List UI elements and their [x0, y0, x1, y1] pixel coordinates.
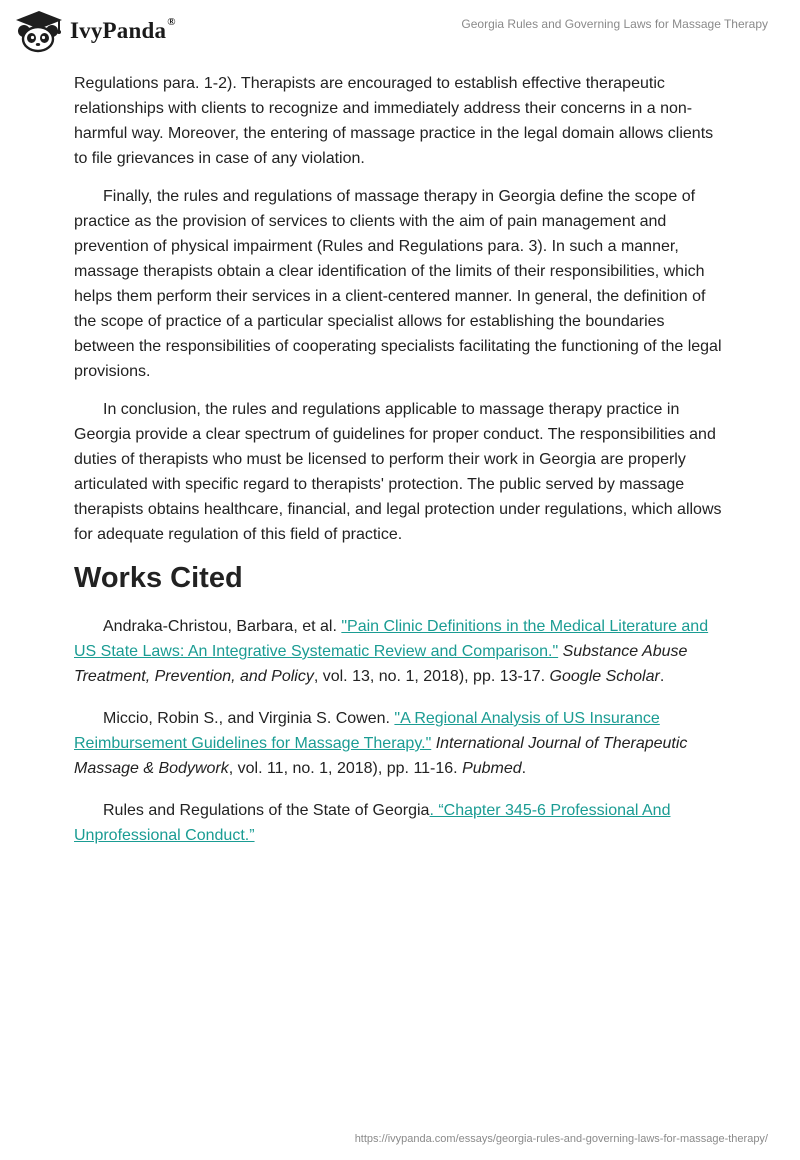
paragraph-2: Finally, the rules and regulations of massage therapy in Georgia define the scope of practice as the provision of services to clients with the aim of pain management and prevention of physical impairment (Rules and Regulations para. 3). In such a manner, massage therapists obtain a clear identification of the limits of their responsibilities, which helps them perform their services in a client-centered manner. In general, the definition of the scope of practice of a particular specialist allows for establishing the boundaries between the responsibilities of cooperating specialists facilitating the functioning of the legal provisions.: [74, 188, 722, 380]
ivypanda-logo[interactable]: [14, 8, 176, 54]
essay-body: [74, 71, 726, 865]
page-header: [0, 0, 800, 60]
citation-2: Miccio, Robin S., and Virginia S. Cowen. "A Regional Analysis of US Insurance Reimbursement Guidelines for Massage Therapy." International Journal of Therapeutic Massage & Bodywork, vol. 11, no. 1, 2018), pp. 11-16. Pubmed.: [74, 710, 688, 777]
citation-3: Rules and Regulations of the State of Georgia. “Chapter 345-6 Professional And Unprofessional Conduct.”: [74, 802, 671, 844]
paragraph-3: In conclusion, the rules and regulations applicable to massage therapy practice in Georgia provide a clear spectrum of guidelines for proper conduct. The responsibilities and duties of therapists who must be licensed to perform their work in Georgia are properly articulated with specific regard to therapists' protection. The public served by massage therapists obtains healthcare, financial, and legal protection under regulations, which allows for adequate regulation of this field of practice.: [74, 401, 722, 543]
citation-3-link[interactable]: . “Chapter 345-6 Professional And Unprofessional Conduct.”: [74, 802, 671, 844]
citation-1-link[interactable]: "Pain Clinic Definitions in the Medical Literature and US State Laws: An Integrative Systematic Review and Comparison.": [74, 618, 709, 660]
brand-name: IvyPanda®: [70, 16, 176, 43]
works-cited-heading: Works Cited: [74, 562, 243, 594]
document-title: Georgia Rules and Governing Laws for Massage Therapy: [461, 17, 768, 31]
panda-graduate-icon: [14, 9, 64, 53]
citation-2-link[interactable]: "A Regional Analysis of US Insurance Reimbursement Guidelines for Massage Therapy.": [74, 710, 660, 752]
paragraph-1: Regulations para. 1-2). Therapists are encouraged to establish effective therapeutic relationships with clients to recognize and immediately address their concerns in a non-harmful way. Moreover, the entering of massage practice in the legal domain allows clients to file grievances in case of any violation.: [74, 75, 714, 167]
citation-1: Andraka-Christou, Barbara, et al. "Pain Clinic Definitions in the Medical Literature and US State Laws: An Integrative Systematic Review and Comparison." Substance Abuse Treatment, Prevention, and Policy, vol. 13, no. 1, 2018), pp. 13-17. Google Scholar.: [74, 618, 709, 685]
footer-url[interactable]: https://ivypanda.com/essays/georgia-rules-and-governing-laws-for-massage-therapy/: [354, 1133, 768, 1145]
